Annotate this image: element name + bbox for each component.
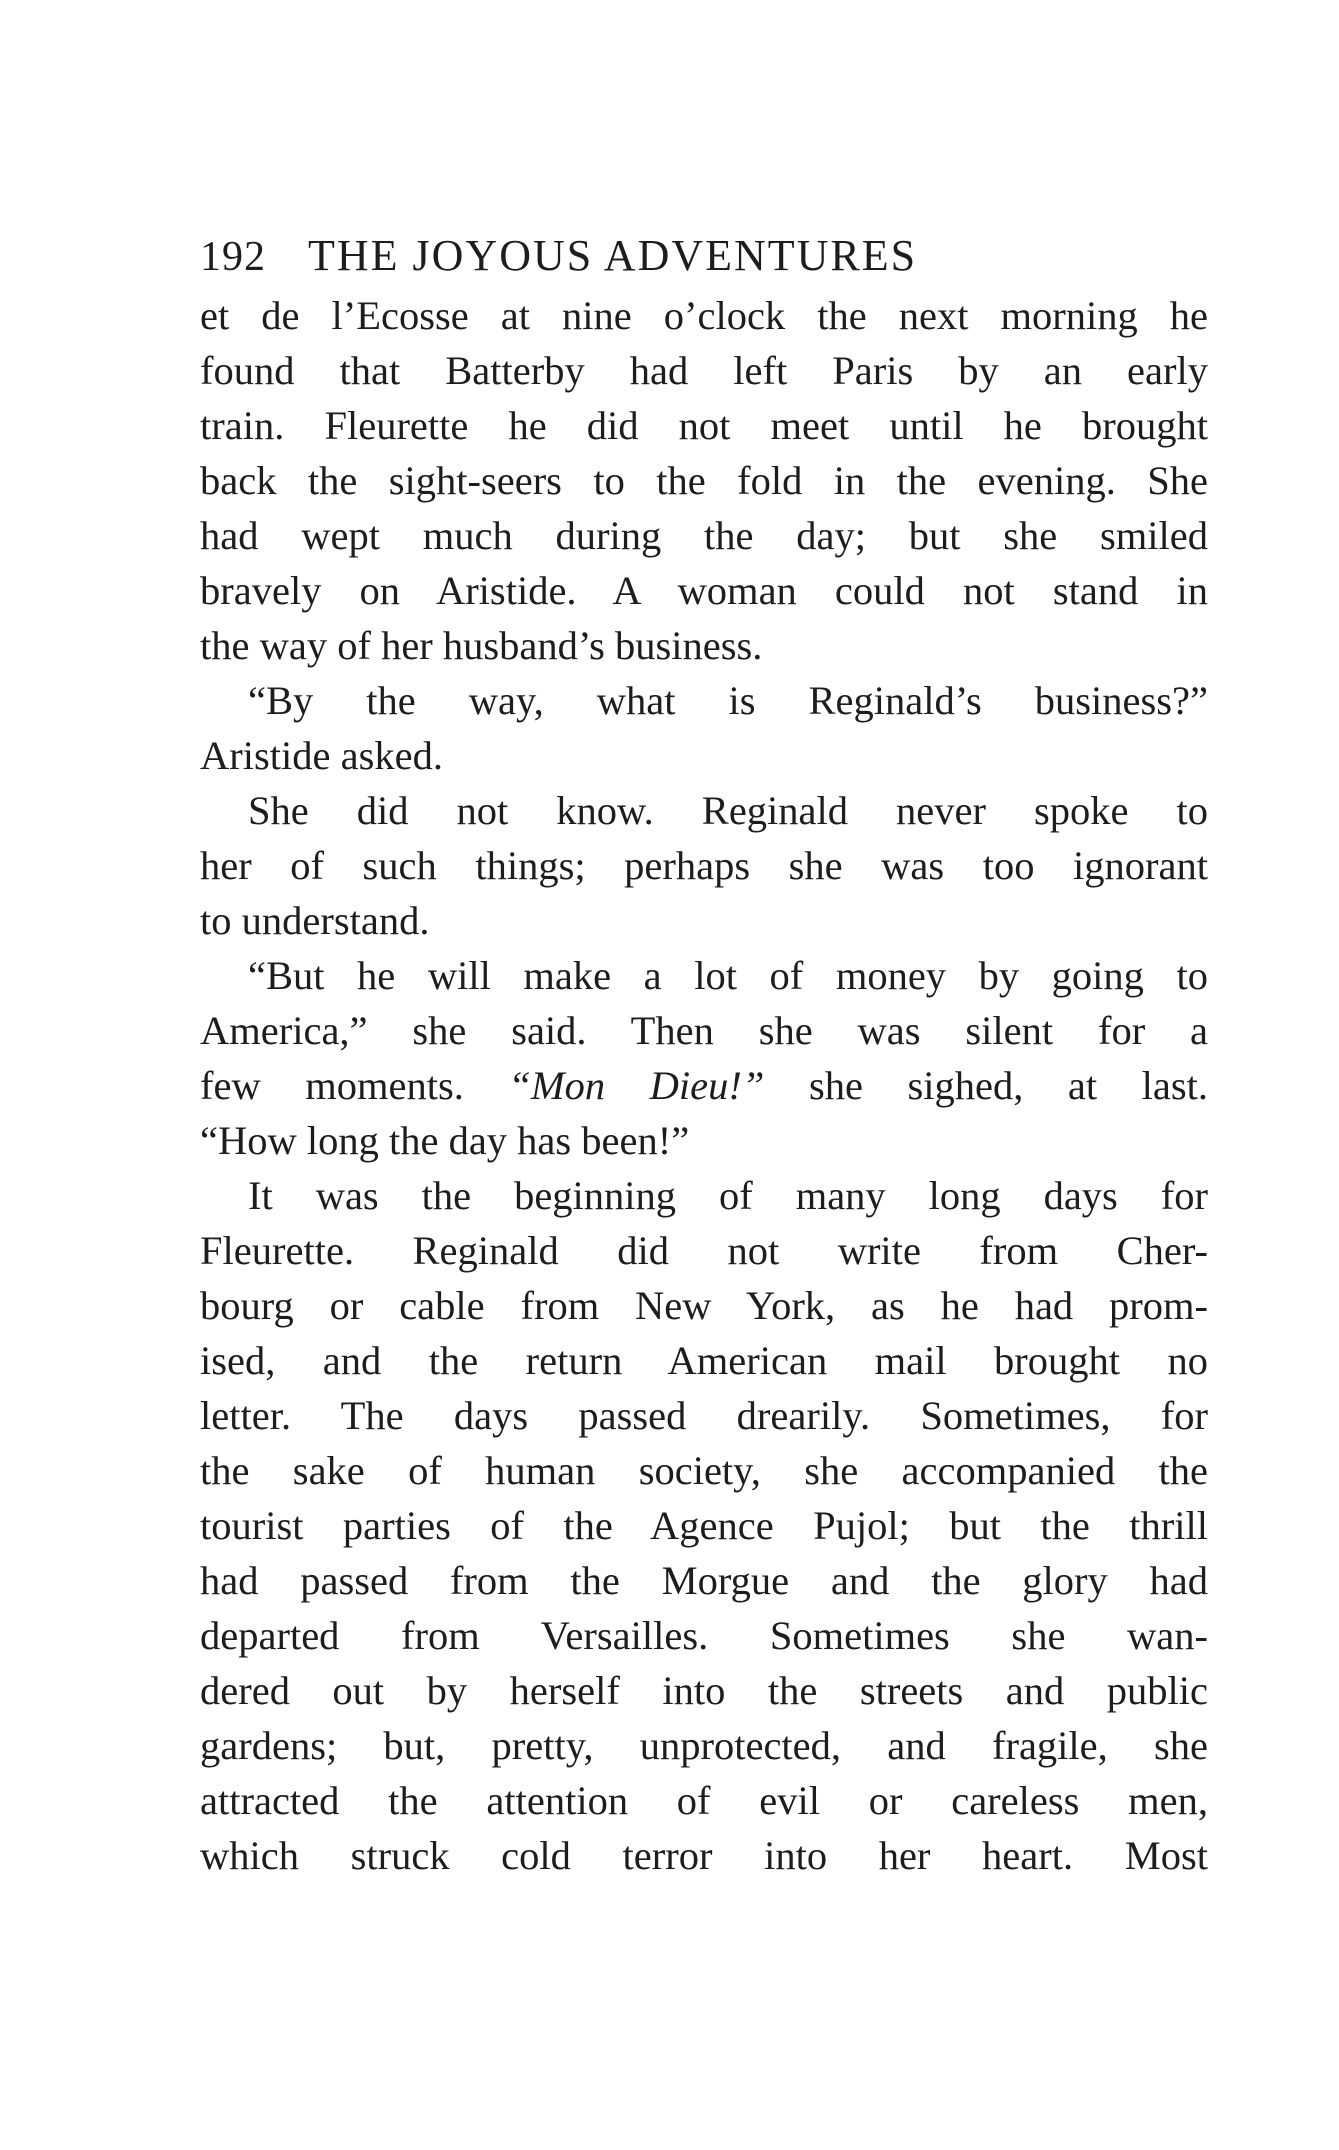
book-page bbox=[200, 228, 1208, 1883]
text-line: found that Batterby had left Paris by an early bbox=[200, 348, 1208, 393]
text-line: gardens; but, pretty, unprotected, and fragile, she bbox=[200, 1723, 1208, 1768]
text-line: had wept much during the day; but she smiled bbox=[200, 513, 1208, 558]
text-line: “By the way, what is Reginald’s business?” bbox=[248, 678, 1208, 723]
text-line: dered out by herself into the streets and public bbox=[200, 1668, 1208, 1713]
text-line-with-italic bbox=[200, 1058, 1208, 1113]
running-head bbox=[200, 228, 1208, 284]
text-line: Fleurette. Reginald did not write from Cher- bbox=[200, 1228, 1208, 1273]
text-line: train. Fleurette he did not meet until he brought bbox=[200, 403, 1208, 448]
text-line: which struck cold terror into her heart. Most bbox=[200, 1833, 1208, 1878]
text-line: It was the beginning of many long days for bbox=[248, 1173, 1208, 1218]
text-segment: she sighed, at last. bbox=[764, 1063, 1208, 1108]
body-text bbox=[200, 288, 1208, 1883]
text-line: back the sight-seers to the fold in the evening. She bbox=[200, 458, 1208, 503]
text-line: Aristide asked. bbox=[200, 733, 443, 778]
text-line: bravely on Aristide. A woman could not stand in bbox=[200, 568, 1208, 613]
text-line: tourist parties of the Agence Pujol; but the thrill bbox=[200, 1503, 1208, 1548]
text-line: ised, and the return American mail brought no bbox=[200, 1338, 1208, 1383]
text-line: the sake of human society, she accompanied the bbox=[200, 1448, 1208, 1493]
text-line: America,” she said. Then she was silent for a bbox=[200, 1008, 1208, 1053]
text-line: to understand. bbox=[200, 898, 430, 943]
page-number: 192 bbox=[200, 234, 266, 280]
running-title: THE JOYOUS ADVENTURES bbox=[308, 231, 918, 280]
italic-exclamation: “Mon Dieu!” bbox=[508, 1063, 765, 1108]
text-line: departed from Versailles. Sometimes she wan- bbox=[200, 1613, 1208, 1658]
text-line: her of such things; perhaps she was too ignorant bbox=[200, 843, 1208, 888]
text-line: attracted the attention of evil or careless men, bbox=[200, 1778, 1208, 1823]
text-line: “But he will make a lot of money by going to bbox=[248, 953, 1208, 998]
text-line: She did not know. Reginald never spoke to bbox=[248, 788, 1208, 833]
text-line: bourg or cable from New York, as he had prom- bbox=[200, 1283, 1208, 1328]
text-line: letter. The days passed drearily. Sometimes, for bbox=[200, 1393, 1208, 1438]
text-line: et de l’Ecosse at nine o’clock the next morning he bbox=[200, 293, 1208, 338]
text-line: “How long the day has been!” bbox=[200, 1118, 690, 1163]
text-line: the way of her husband’s business. bbox=[200, 623, 763, 668]
text-line: had passed from the Morgue and the glory had bbox=[200, 1558, 1208, 1603]
text-segment: few moments. bbox=[200, 1063, 509, 1108]
